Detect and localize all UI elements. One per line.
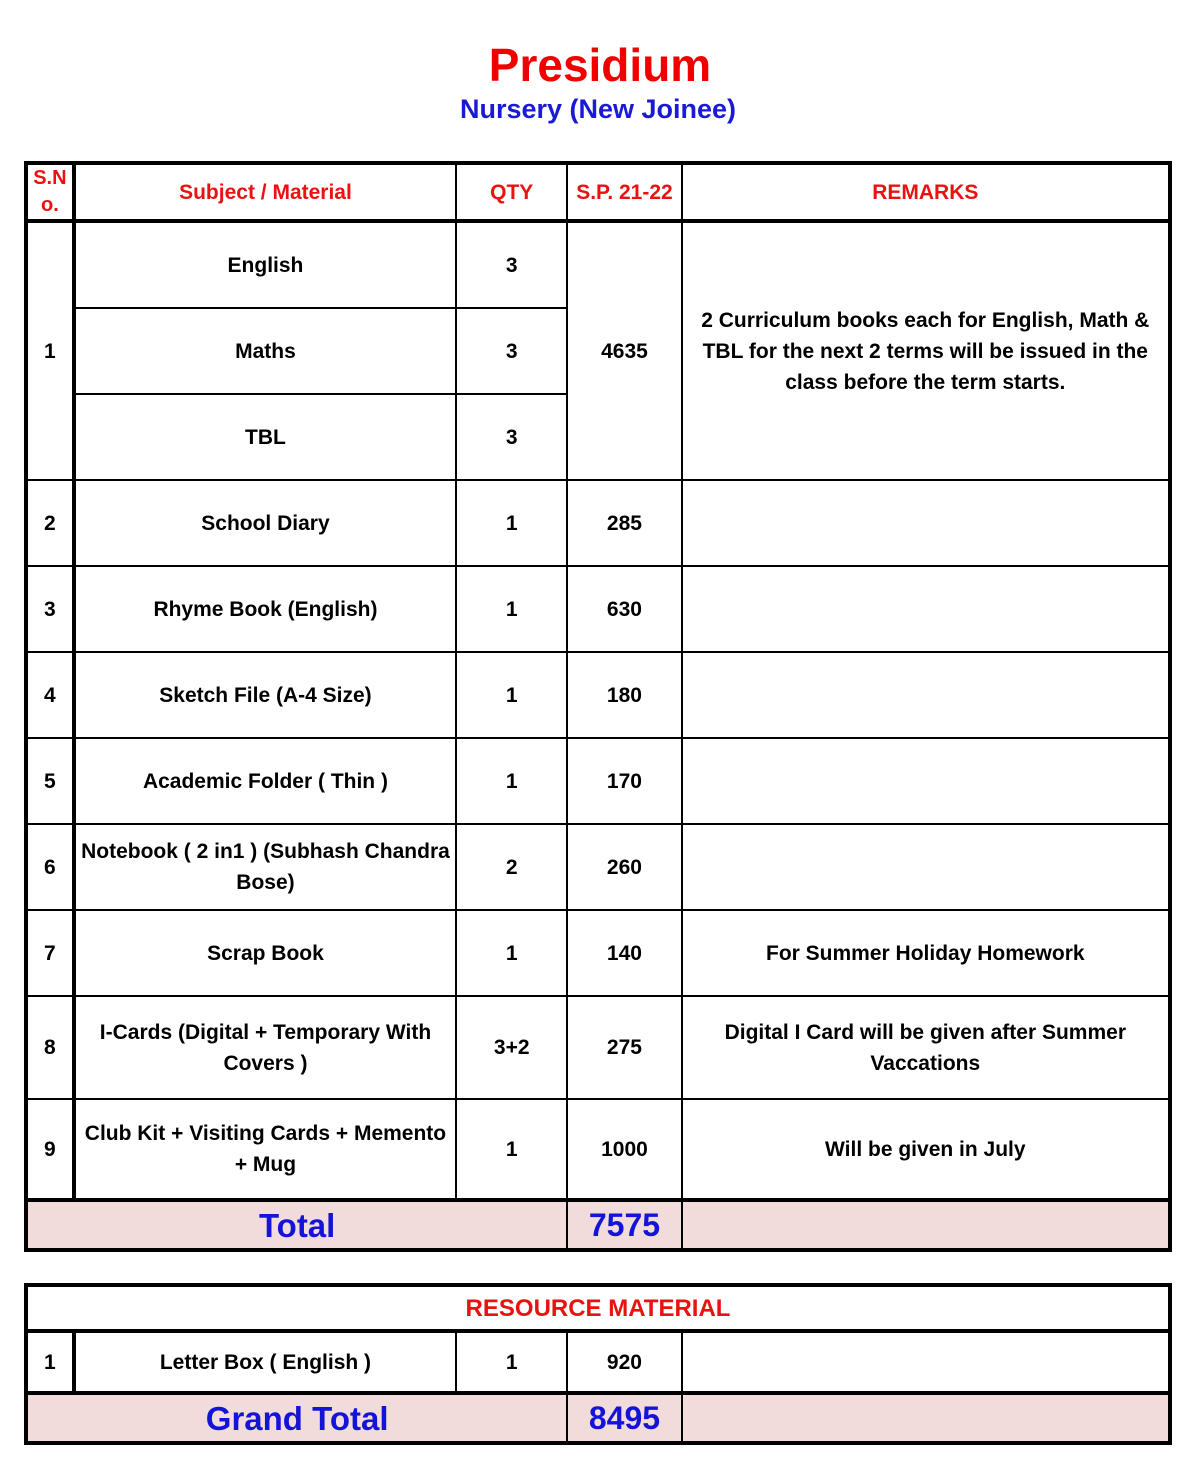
row-qty: 1 (456, 910, 567, 996)
row-item: Sketch File (A-4 Size) (74, 652, 456, 738)
row-qty: 3 (456, 394, 567, 480)
row-remark (682, 566, 1170, 652)
row-price: 275 (567, 996, 681, 1099)
page-title: Presidium (488, 39, 712, 91)
resource-heading: RESOURCE MATERIAL (26, 1285, 1170, 1331)
row-remark: 2 Curriculum books each for English, Math & TBL for the next 2 terms will be issued in the class before the term starts. (682, 221, 1170, 480)
row-item: Academic Folder ( Thin ) (74, 738, 456, 824)
row-remark: For Summer Holiday Homework (682, 910, 1170, 996)
row-remark (682, 480, 1170, 566)
row-qty: 1 (456, 1099, 567, 1200)
row-item: School Diary (74, 480, 456, 566)
row-sno: 9 (26, 1099, 74, 1200)
row-price: 260 (567, 824, 681, 910)
row-qty: 1 (456, 480, 567, 566)
row-sno: 1 (26, 1331, 74, 1393)
row-sno: 5 (26, 738, 74, 824)
table-row (26, 910, 1170, 996)
row-item: Maths (74, 308, 456, 394)
row-sno: 7 (26, 910, 74, 996)
column-header-qty: QTY (456, 163, 567, 221)
table-header-row (26, 163, 1170, 221)
row-sno: 8 (26, 996, 74, 1099)
row-remark (682, 1331, 1170, 1393)
row-qty: 1 (456, 1331, 567, 1393)
row-sno: 3 (26, 566, 74, 652)
column-header-price: S.P. 21-22 (567, 163, 681, 221)
row-qty: 3 (456, 221, 567, 308)
row-price: 920 (567, 1331, 681, 1393)
row-price: 285 (567, 480, 681, 566)
row-item: Letter Box ( English ) (74, 1331, 456, 1393)
page-subtitle: Nursery (New Joinee) (459, 94, 737, 124)
table-row (26, 738, 1170, 824)
row-qty: 3 (456, 308, 567, 394)
row-qty: 1 (456, 652, 567, 738)
row-price: 1000 (567, 1099, 681, 1200)
grand-total-remark-cell (682, 1393, 1170, 1443)
row-remark (682, 652, 1170, 738)
row-sno: 1 (26, 221, 74, 480)
row-qty: 2 (456, 824, 567, 910)
table-row (26, 480, 1170, 566)
total-label: Total (26, 1200, 567, 1250)
grand-total-value: 8495 (567, 1393, 681, 1443)
grand-total-row (26, 1393, 1170, 1443)
row-item: Rhyme Book (English) (74, 566, 456, 652)
row-qty: 1 (456, 566, 567, 652)
row-qty: 3+2 (456, 996, 567, 1099)
table-row (26, 652, 1170, 738)
column-header-remarks: REMARKS (682, 163, 1170, 221)
row-price: 140 (567, 910, 681, 996)
row-sno: 2 (26, 480, 74, 566)
grand-total-label: Grand Total (26, 1393, 567, 1443)
resource-material-table (24, 1283, 1172, 1445)
row-item: Club Kit + Visiting Cards + Memento + Mug (74, 1099, 456, 1200)
row-remark (682, 824, 1170, 910)
row-remark: Will be given in July (682, 1099, 1170, 1200)
row-price: 4635 (567, 221, 681, 480)
row-item: Scrap Book (74, 910, 456, 996)
row-item: I-Cards (Digital + Temporary With Covers ) (74, 996, 456, 1099)
row-item: English (74, 221, 456, 308)
table-row (26, 996, 1170, 1099)
column-header-sno: S.N o. (26, 163, 74, 221)
table-row (26, 1331, 1170, 1393)
row-remark: Digital I Card will be given after Summer Vaccations (682, 996, 1170, 1099)
book-list-table (24, 161, 1172, 1252)
table-row (26, 1099, 1170, 1200)
total-row (26, 1200, 1170, 1250)
row-remark (682, 738, 1170, 824)
row-item: Notebook ( 2 in1 ) (Subhash Chandra Bose) (74, 824, 456, 910)
table-row (26, 824, 1170, 910)
resource-heading-row (26, 1285, 1170, 1331)
row-qty: 1 (456, 738, 567, 824)
total-value: 7575 (567, 1200, 681, 1250)
row-price: 630 (567, 566, 681, 652)
row-price: 170 (567, 738, 681, 824)
total-remark-cell (682, 1200, 1170, 1250)
row-sno: 4 (26, 652, 74, 738)
table-row (26, 566, 1170, 652)
table-row (26, 221, 1170, 308)
row-price: 180 (567, 652, 681, 738)
row-sno: 6 (26, 824, 74, 910)
row-item: TBL (74, 394, 456, 480)
column-header-subject: Subject / Material (74, 163, 456, 221)
